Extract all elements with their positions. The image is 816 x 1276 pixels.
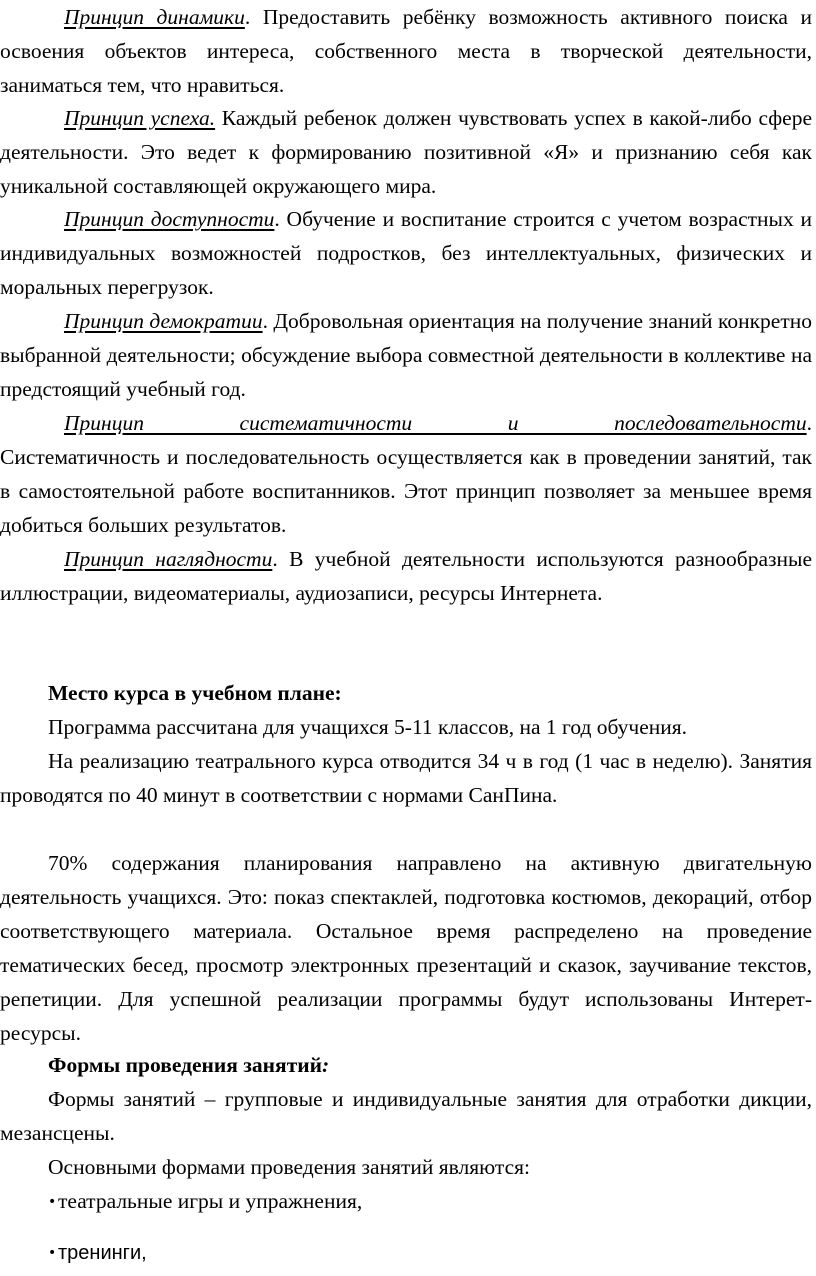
principle-sep: . — [262, 309, 268, 333]
principle-dynamics — [0, 0, 812, 102]
principle-democracy — [0, 304, 812, 406]
principle-title: Принцип демократии — [64, 309, 263, 333]
principle-text: Систематичность и последовательность осуществляется как в проведении занятий, так в самостоятельной работе воспитанников. Этот принцип позволяет за меньшее время добиться больших результатов. — [0, 445, 812, 537]
principle-visuality — [0, 542, 812, 610]
list-item — [48, 1184, 362, 1219]
forms-paragraph-1: Формы занятий – групповые и индивидуальные занятия для отработки дикции, мезансцены. — [0, 1087, 812, 1145]
principle-text: Предоставить ребёнку возможность активного поиска и освоения объектов интереса, собственного места в творческой деятельности, заниматься тем, что нравиться. — [0, 5, 812, 97]
course-place-heading: Место курса в учебном плане: — [48, 681, 342, 705]
principle-title: Принцип успеха. — [64, 106, 216, 130]
principle-sep: . — [806, 411, 812, 435]
course-place-paragraph-1: Программа рассчитана для учащихся 5-11 классов, на 1 год обучения. — [48, 715, 688, 739]
bullet-icon: • — [48, 1245, 57, 1261]
principle-text: Добровольная ориентация на получение знаний конкретно выбранной деятельности; обсуждение выбора совместной деятельности в коллективе на предстоящий учебный год. — [0, 309, 812, 401]
forms-heading — [48, 1048, 329, 1082]
list-item-text: театральные игры и упражнения, — [58, 1189, 363, 1213]
principle-text: Каждый ребенок должен чувствовать успех в какой-либо сфере деятельности. Это ведет к формированию позитивной «Я» и признанию себя как уникальной составляющей окружающего мира. — [0, 106, 813, 198]
forms-heading-text: Формы проведения занятий — [48, 1053, 323, 1077]
principle-text: В учебной деятельности используются разнообразные иллюстрации, видеоматериалы, аудиозаписи, ресурсы Интернета. — [0, 547, 813, 605]
principle-sep: . — [272, 547, 278, 571]
principle-title: Принцип динамики — [64, 5, 245, 29]
list-item — [48, 1236, 147, 1270]
principle-accessibility — [0, 202, 812, 304]
principle-text: Обучение и воспитание строится с учетом возрастных и индивидуальных возможностей подростков, без интеллектуальных, физических и моральных перегрузок. — [0, 207, 812, 299]
principle-consistency — [0, 406, 812, 542]
principle-success — [0, 101, 812, 203]
forms-paragraph-2: Основными формами проведения занятий являются: — [48, 1155, 530, 1179]
bullet-icon: • — [48, 1194, 57, 1210]
principle-sep: . — [244, 5, 251, 29]
principle-title: Принцип наглядности — [64, 547, 273, 571]
course-place-paragraph-2: На реализацию театрального курса отводится 34 ч в год (1 час в неделю). Занятия проводятся по 40 минут в соответствии с нормами СанПина. — [0, 749, 812, 807]
forms-heading-colon: : — [322, 1053, 330, 1077]
list-item-text: тренинги, — [58, 1242, 147, 1264]
principle-title: Принцип доступности — [64, 207, 275, 231]
principle-sep: . — [274, 207, 280, 231]
course-place-paragraph-3: 70% содержания планирования направлено на активную двигательную деятельность учащихся. Это: показ спектаклей, подготовка костюмов, декораций, отбор соответствующего материала. Остальное время распределено на проведение тематических бесед, просмотр электронных презентаций и сказок, заучивание текстов, репетиции. Для успешной реализации программы будут использованы Интерет-ресурсы. — [0, 851, 812, 1045]
principle-title: Принцип систематичности и последовательности — [64, 411, 807, 435]
